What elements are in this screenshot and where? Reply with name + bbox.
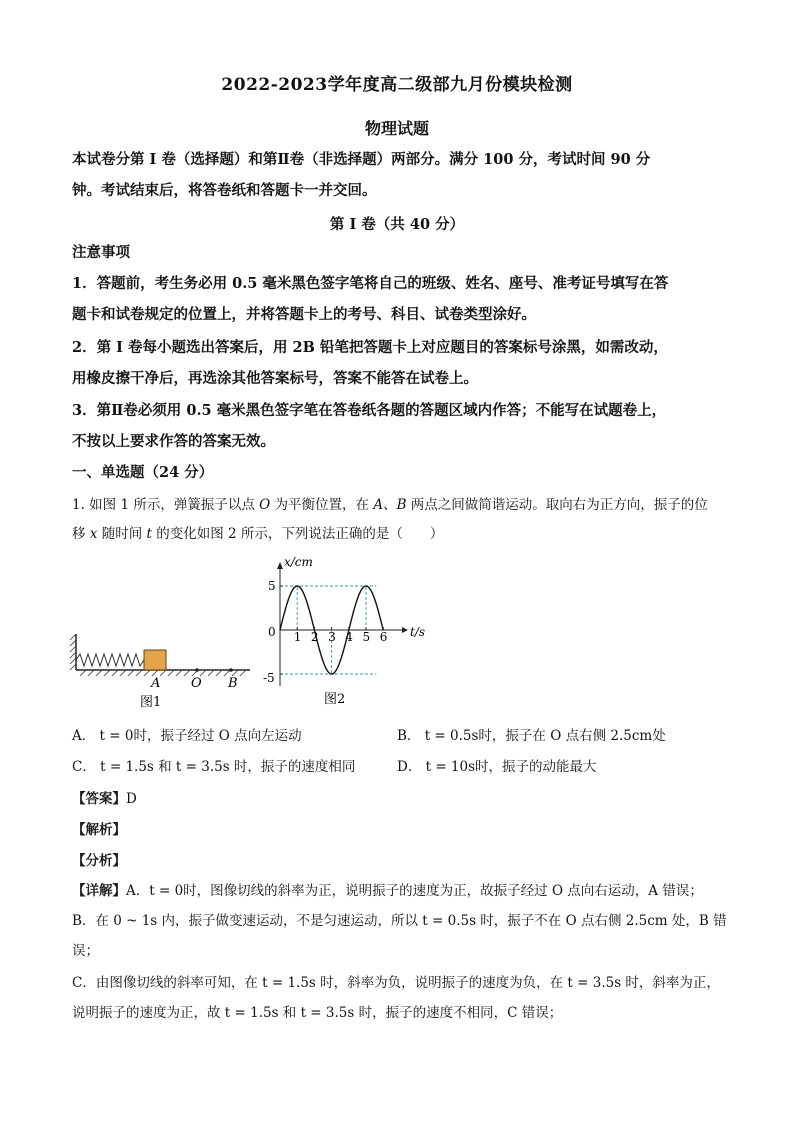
detail-line-1: 【详解】A．t = 0时，图像切线的斜率为正，说明振子的速度为正，故振子经过 O 点向右运动，A 错误； [72, 883, 703, 899]
y-tick-label-neg5: -5 [263, 671, 275, 685]
point-B-marker [229, 668, 233, 672]
figure-1-spring-oscillator [70, 634, 250, 710]
detail-line-5: 说明振子的速度为正，故 t = 1.5s 和 t = 3.5s 时，振子的速度不相同，C 错误； [72, 1005, 563, 1021]
figure-2-chart [263, 555, 425, 707]
x-axis-label: t/s [410, 625, 426, 639]
figure-1-caption: 图1 [140, 695, 162, 710]
figure-2-caption: 图2 [324, 692, 346, 707]
answer-value: D [126, 791, 137, 807]
origin-label: 0 [268, 625, 276, 639]
analysis-label: 【解析】 [72, 822, 126, 838]
x-tick-label-6: 6 [379, 630, 388, 644]
wall-hatching [70, 634, 76, 670]
fenxi-label: 【分析】 [72, 853, 126, 869]
detail-line-3: 误； [72, 943, 99, 959]
note-1-line-2: 题卡和试卷规定的位置上，并将答题卡上的考号、科目、试卷类型涂好。 [72, 306, 536, 323]
page-title: 2022-2023学年度高二级部九月份模块检测 [221, 75, 573, 95]
x-tick-label-4: 4 [345, 630, 353, 644]
x-tick-label-5: 5 [362, 630, 371, 644]
note-2-line-1: 2．第 I 卷每小题选出答案后，用 2B 铅笔把答题卡上对应题目的答案标号涂黑，如需改动， [72, 339, 668, 356]
part1-heading: 第 I 卷（共 40 分） [329, 216, 465, 233]
section-1-heading: 一、单选题（24 分） [72, 464, 214, 481]
label-B: B [228, 676, 238, 691]
y-axis-label: x/cm [284, 555, 313, 569]
option-D[interactable]: D． t = 10s时，振子的动能最大 [397, 759, 597, 775]
oscillator-block [144, 650, 166, 670]
option-A[interactable]: A． t = 0时，振子经过 O 点向左运动 [72, 728, 302, 744]
label-O: O [191, 676, 202, 691]
x-tick-label-2: 2 [310, 630, 319, 644]
spring [76, 654, 144, 666]
x-tick-labels [294, 630, 388, 644]
page-subtitle: 物理试题 [364, 119, 429, 138]
intro-line-2: 钟。考试结束后，将答卷纸和答题卡一并交回。 [72, 182, 377, 199]
note-3-line-2: 不按以上要求作答的答案无效。 [72, 433, 275, 450]
question-1-line-1: 1. 如图 1 所示，弹簧振子以点 O 为平衡位置，在 A、B 两点之间做简谐运动。取向右为正方向，振子的位 [72, 497, 708, 513]
answer-row: 【答案】D [72, 791, 137, 807]
note-2-line-2: 用橡皮擦干净后，再选涂其他答案标号，答案不能答在试卷上。 [72, 370, 478, 387]
detail-line-2: B．在 0 ~ 1s 内，振子做变速运动，不是匀速运动，所以 t = 0.5s 时，振子不在 O 点右侧 2.5cm 处，B 错 [72, 913, 727, 929]
y-axis-arrow [277, 562, 283, 569]
x-tick-label-3: 3 [328, 630, 336, 644]
x-axis-arrow [402, 627, 408, 633]
option-C[interactable]: C． t = 1.5s 和 t = 3.5s 时，振子的速度相同 [72, 759, 356, 775]
option-B[interactable]: B． t = 0.5s时，振子在 O 点右侧 2.5cm处 [397, 728, 666, 744]
floor-hatching [80, 670, 246, 676]
detail-line-4: C．由图像切线的斜率可知，在 t = 1.5s 时，斜率为负，说明振子的速度为负，在 t = 3.5s 时，斜率为正， [72, 975, 720, 991]
intro-line-1: 本试卷分第 I 卷（选择题）和第Ⅱ卷（非选择题）两部分。满分 100 分，考试时间 90 分 [72, 151, 651, 168]
question-1-line-2: 移 x 随时间 t 的变化如图 2 所示，下列说法正确的是（ ） [72, 526, 444, 542]
x-tick-label-1: 1 [293, 630, 302, 644]
label-A: A [151, 676, 161, 691]
note-3-line-1: 3．第Ⅱ卷必须用 0.5 毫米黑色签字笔在答卷纸各题的答题区域内作答；不能写在试题卷上， [72, 402, 667, 419]
note-1-line-1: 1．答题前，考生务必用 0.5 毫米黑色签字笔将自己的班级、姓名、座号、准考证号填写在答 [72, 275, 669, 292]
notes-heading: 注意事项 [72, 244, 130, 261]
point-O-marker [195, 668, 199, 672]
y-tick-label-5: 5 [268, 579, 276, 593]
